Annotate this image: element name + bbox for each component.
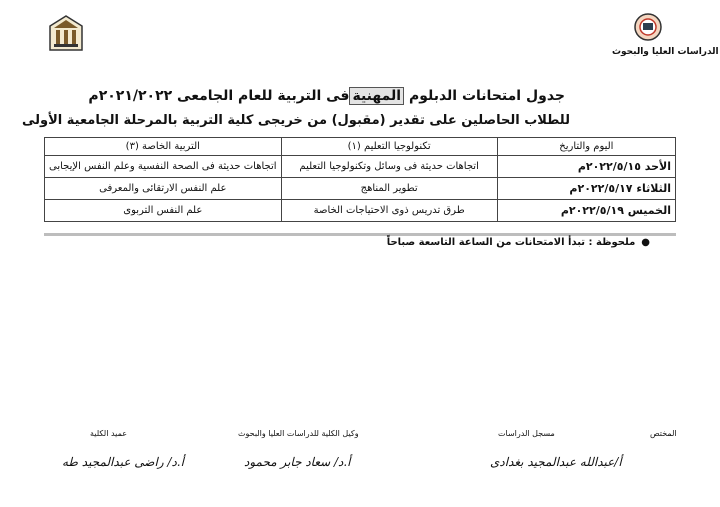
bullet-icon: ● <box>641 237 650 248</box>
cell-special: اتجاهات حديثة فى الصحة النفسية وعلم النفس الإيجابى <box>45 156 282 178</box>
signature-title-specialist: المختص <box>650 429 677 438</box>
emblem-icon <box>633 12 663 42</box>
page-subtitle: للطلاب الحاصلين على تقدير (مقبول) من خريجى كلية التربية بالمرحلة الجامعية الأولى <box>22 113 570 128</box>
signature-title-vice-dean: وكيل الكلية للدراسات العليا والبحوث <box>238 429 359 438</box>
page-title <box>88 88 565 104</box>
header-special: التربية الخاصة (٣) <box>45 138 282 156</box>
cell-tech: طرق تدريس ذوى الاحتياجات الخاصة <box>281 200 497 222</box>
cell-special: علم النفس التربوى <box>45 200 282 222</box>
cell-tech: تطوير المناهج <box>281 178 497 200</box>
cell-day: الثلاثاء ٢٠٢٢/٥/١٧م <box>497 178 675 200</box>
cell-day: الخميس ٢٠٢٢/٥/١٩م <box>497 200 675 222</box>
title-prefix: جدول امتحانات الدبلوم <box>408 88 565 104</box>
logo-caption: الدراسات العليا والبحوث <box>612 47 719 57</box>
note-text: ملحوظة : تبدأ الامتحانات من الساعة التاسعة صباحاً <box>386 237 636 248</box>
signature-title-registrar: مسجل الدراسات <box>498 429 555 438</box>
faculty-logo <box>46 14 86 54</box>
title-highlight: المهنية <box>349 87 404 105</box>
table-row <box>45 178 676 200</box>
cell-day: الأحد ٢٠٢٢/٥/١٥م <box>497 156 675 178</box>
table-row <box>45 156 676 178</box>
cell-special: علم النفس الارتقائى والمعرفى <box>45 178 282 200</box>
header-tech: تكنولوجيا التعليم (١) <box>281 138 497 156</box>
signature-title-dean: عميد الكلية <box>90 429 127 438</box>
exam-schedule-table <box>44 137 676 222</box>
signature-dean: أ.د/ راضى عبدالمجيد طه <box>62 455 184 469</box>
table-shadow-divider <box>44 233 676 236</box>
table-row <box>45 200 676 222</box>
cell-tech: اتجاهات حديثة فى وسائل وتكنولوجيا التعليم <box>281 156 497 178</box>
signature-registrar: أ/عبدالله عبدالمجيد بغدادى <box>490 455 622 469</box>
title-suffix: فى التربية للعام الجامعى ٢٠٢١/٢٠٢٢م <box>88 88 350 104</box>
signature-vice-dean: أ.د/ سعاد جابر محمود <box>244 455 351 469</box>
header-day-date: اليوم والتاريخ <box>497 138 675 156</box>
graduate-studies-logo <box>612 12 719 58</box>
table-header-row <box>45 138 676 156</box>
exam-note <box>387 237 650 248</box>
